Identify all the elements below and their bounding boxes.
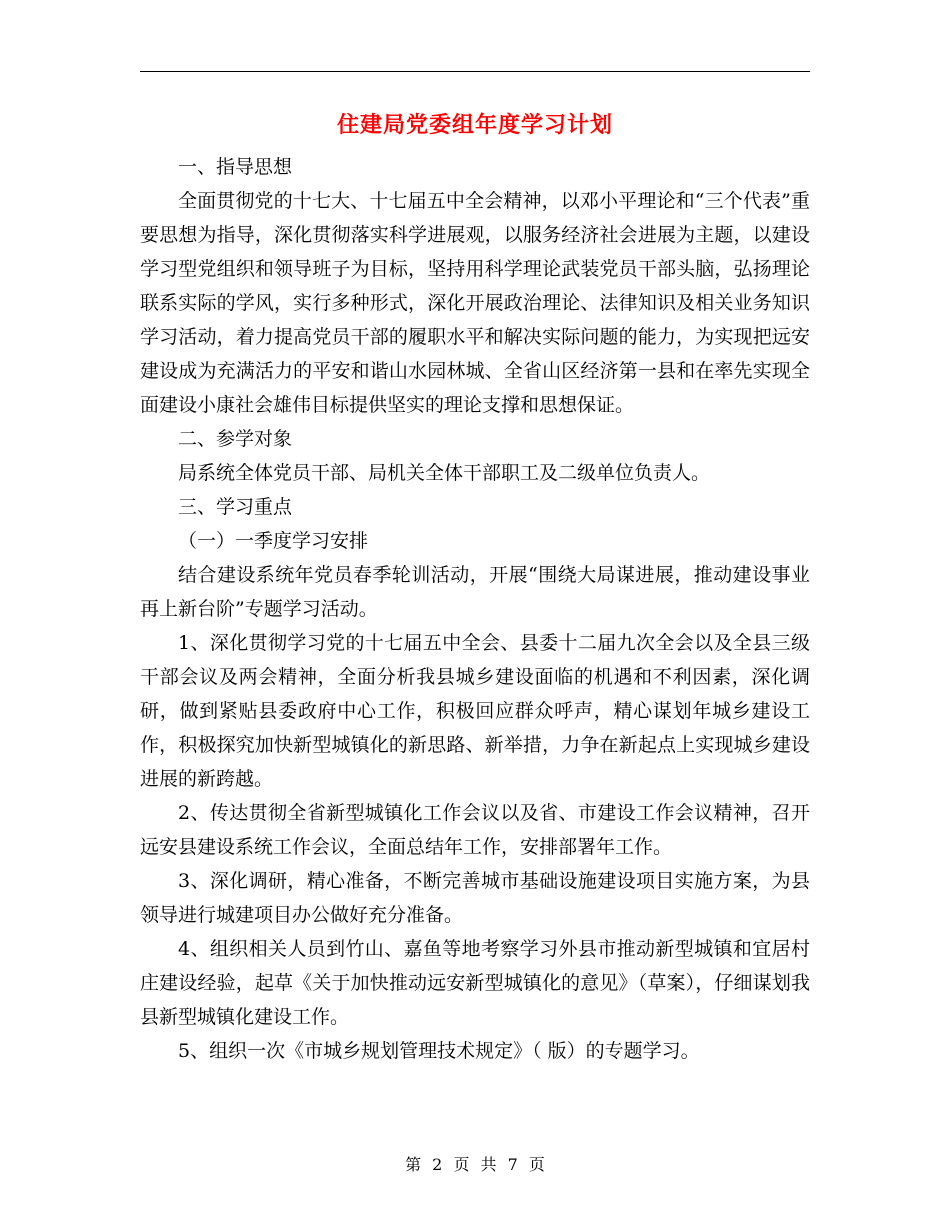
list-item: 5、组织一次《市城乡规划管理技术规定》（ 版）的专题学习。 [178,1040,700,1062]
list-item: 3、深化调研，精心准备，不断完善城市基础设施建设项目实施方案，为县领导进行城建项目办公做好充分准备。 [140,870,810,926]
document-title: 住建局党委组年度学习计划 [336,112,613,138]
paragraph: 全面贯彻党的十七大、十七届五中全会精神，以邓小平理论和“三个代表”重要思想为指导，深化贯彻落实科学进展观，以服务经济社会进展为主题，以建设学习型党组织和领导班子为目标，坚持用科学理论武装党员干部头脑，弘扬理论联系实际的学风，实行多种形式，深化开展政治理论、法律知识及相关业务知识学习活动，着力提高党员干部的履职水平和解决实际问题的能力，为实现把远安建设成为充满活力的平安和谐山水园林城、全省山区经济第一县和在率先实现全面建设小康社会雄伟目标提供坚实的理论支撑和思想保证。 [140,190,810,416]
subsection-heading: （一）一季度学习安排 [178,530,369,552]
list-item: 2、传达贯彻全省新型城镇化工作会议以及省、市建设工作会议精神，召开远安县建设系统工作会议，全面总结年工作，安排部署年工作。 [140,802,810,858]
list-item: 1、深化贯彻学习党的十七届五中全会、县委十二届九次全会以及全县三级干部会议及两会精神，全面分析我县城乡建设面临的机遇和不利因素，深化调研，做到紧贴县委政府中心工作，积极回应群众呼声，精心谋划年城乡建设工作，积极探究加快新型城镇化的新思路、新举措，力争在新起点上实现城乡建设进展的新跨越。 [140,632,810,790]
section-heading: 一、指导思想 [178,156,293,178]
page-number: 第 2 页 共 7 页 [405,1155,545,1174]
paragraph: 局系统全体党员干部、局机关全体干部职工及二级单位负责人。 [178,462,711,484]
header-rule [140,71,810,72]
section-heading: 三、学习重点 [178,496,293,518]
list-item: 4、组织相关人员到竹山、嘉鱼等地考察学习外县市推动新型城镇和宜居村庄建设经验，起草《关于加快推动远安新型城镇化的意见》（草案），仔细谋划我县新型城镇化建设工作。 [140,938,810,1028]
document-body [140,150,810,1068]
section-heading: 二、参学对象 [178,428,293,450]
paragraph: 结合建设系统年党员春季轮训活动，开展“围绕大局谋进展，推动建设事业再上新台阶”专题学习活动。 [140,564,810,620]
